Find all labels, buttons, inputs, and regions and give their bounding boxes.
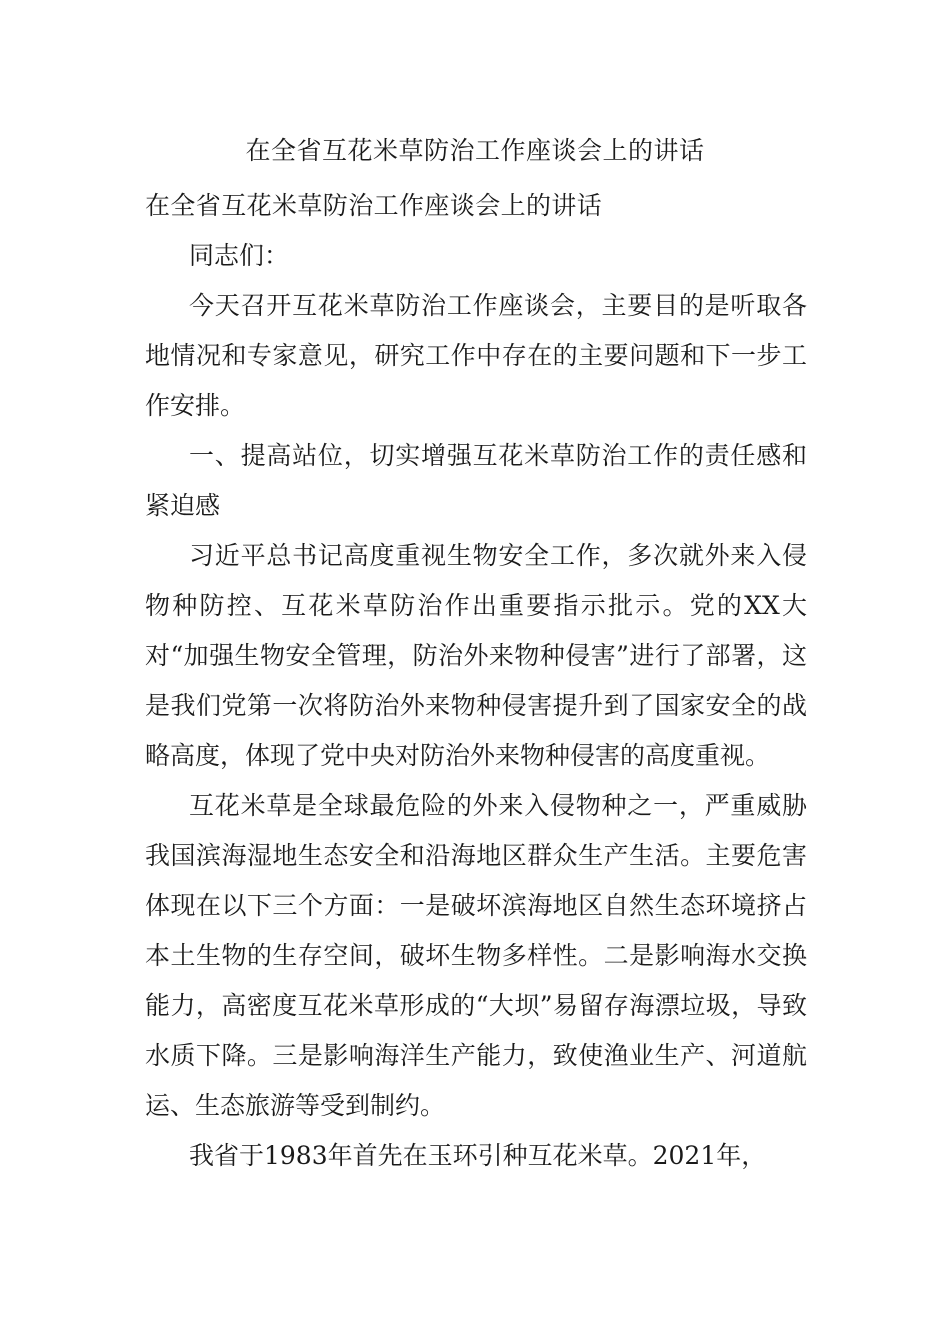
document-body xyxy=(145,181,807,1181)
body-paragraph: 互花米草是全球最危险的外来入侵物种之一，严重威胁我国滨海湿地生态安全和沿海地区群众生产生活。主要危害体现在以下三个方面：一是破坏滨海地区自然生态环境挤占本土生物的生存空间，破坏生物多样性。二是影响海水交换能力，高密度互花米草形成的“大坝”易留存海漂垃圾，导致水质下降。三是影响海洋生产能力，致使渔业生产、河道航运、生态旅游等受到制约。 xyxy=(145,791,807,1120)
document-subtitle: 在全省互花米草防治工作座谈会上的讲话 xyxy=(145,191,603,220)
document-title: 在全省互花米草防治工作座谈会上的讲话 xyxy=(245,136,705,165)
body-paragraph: 我省于1983年首先在玉环引种互花米草。2021年， xyxy=(189,1141,767,1170)
body-paragraph: 今天召开互花米草防治工作座谈会，主要目的是听取各地情况和专家意见，研究工作中存在的主要问题和下一步工作安排。 xyxy=(145,291,807,420)
body-paragraph: 习近平总书记高度重视生物安全工作，多次就外来入侵物种防控、互花米草防治作出重要指示批示。党的XX大对“加强生物安全管理，防治外来物种侵害”进行了部署，这是我们党第一次将防治外来物种侵害提升到了国家安全的战略高度，体现了党中央对防治外来物种侵害的高度重视。 xyxy=(145,541,807,770)
salutation: 同志们： xyxy=(189,241,290,270)
section-heading: 一、提高站位，切实增强互花米草防治工作的责任感和紧迫感 xyxy=(145,441,807,520)
